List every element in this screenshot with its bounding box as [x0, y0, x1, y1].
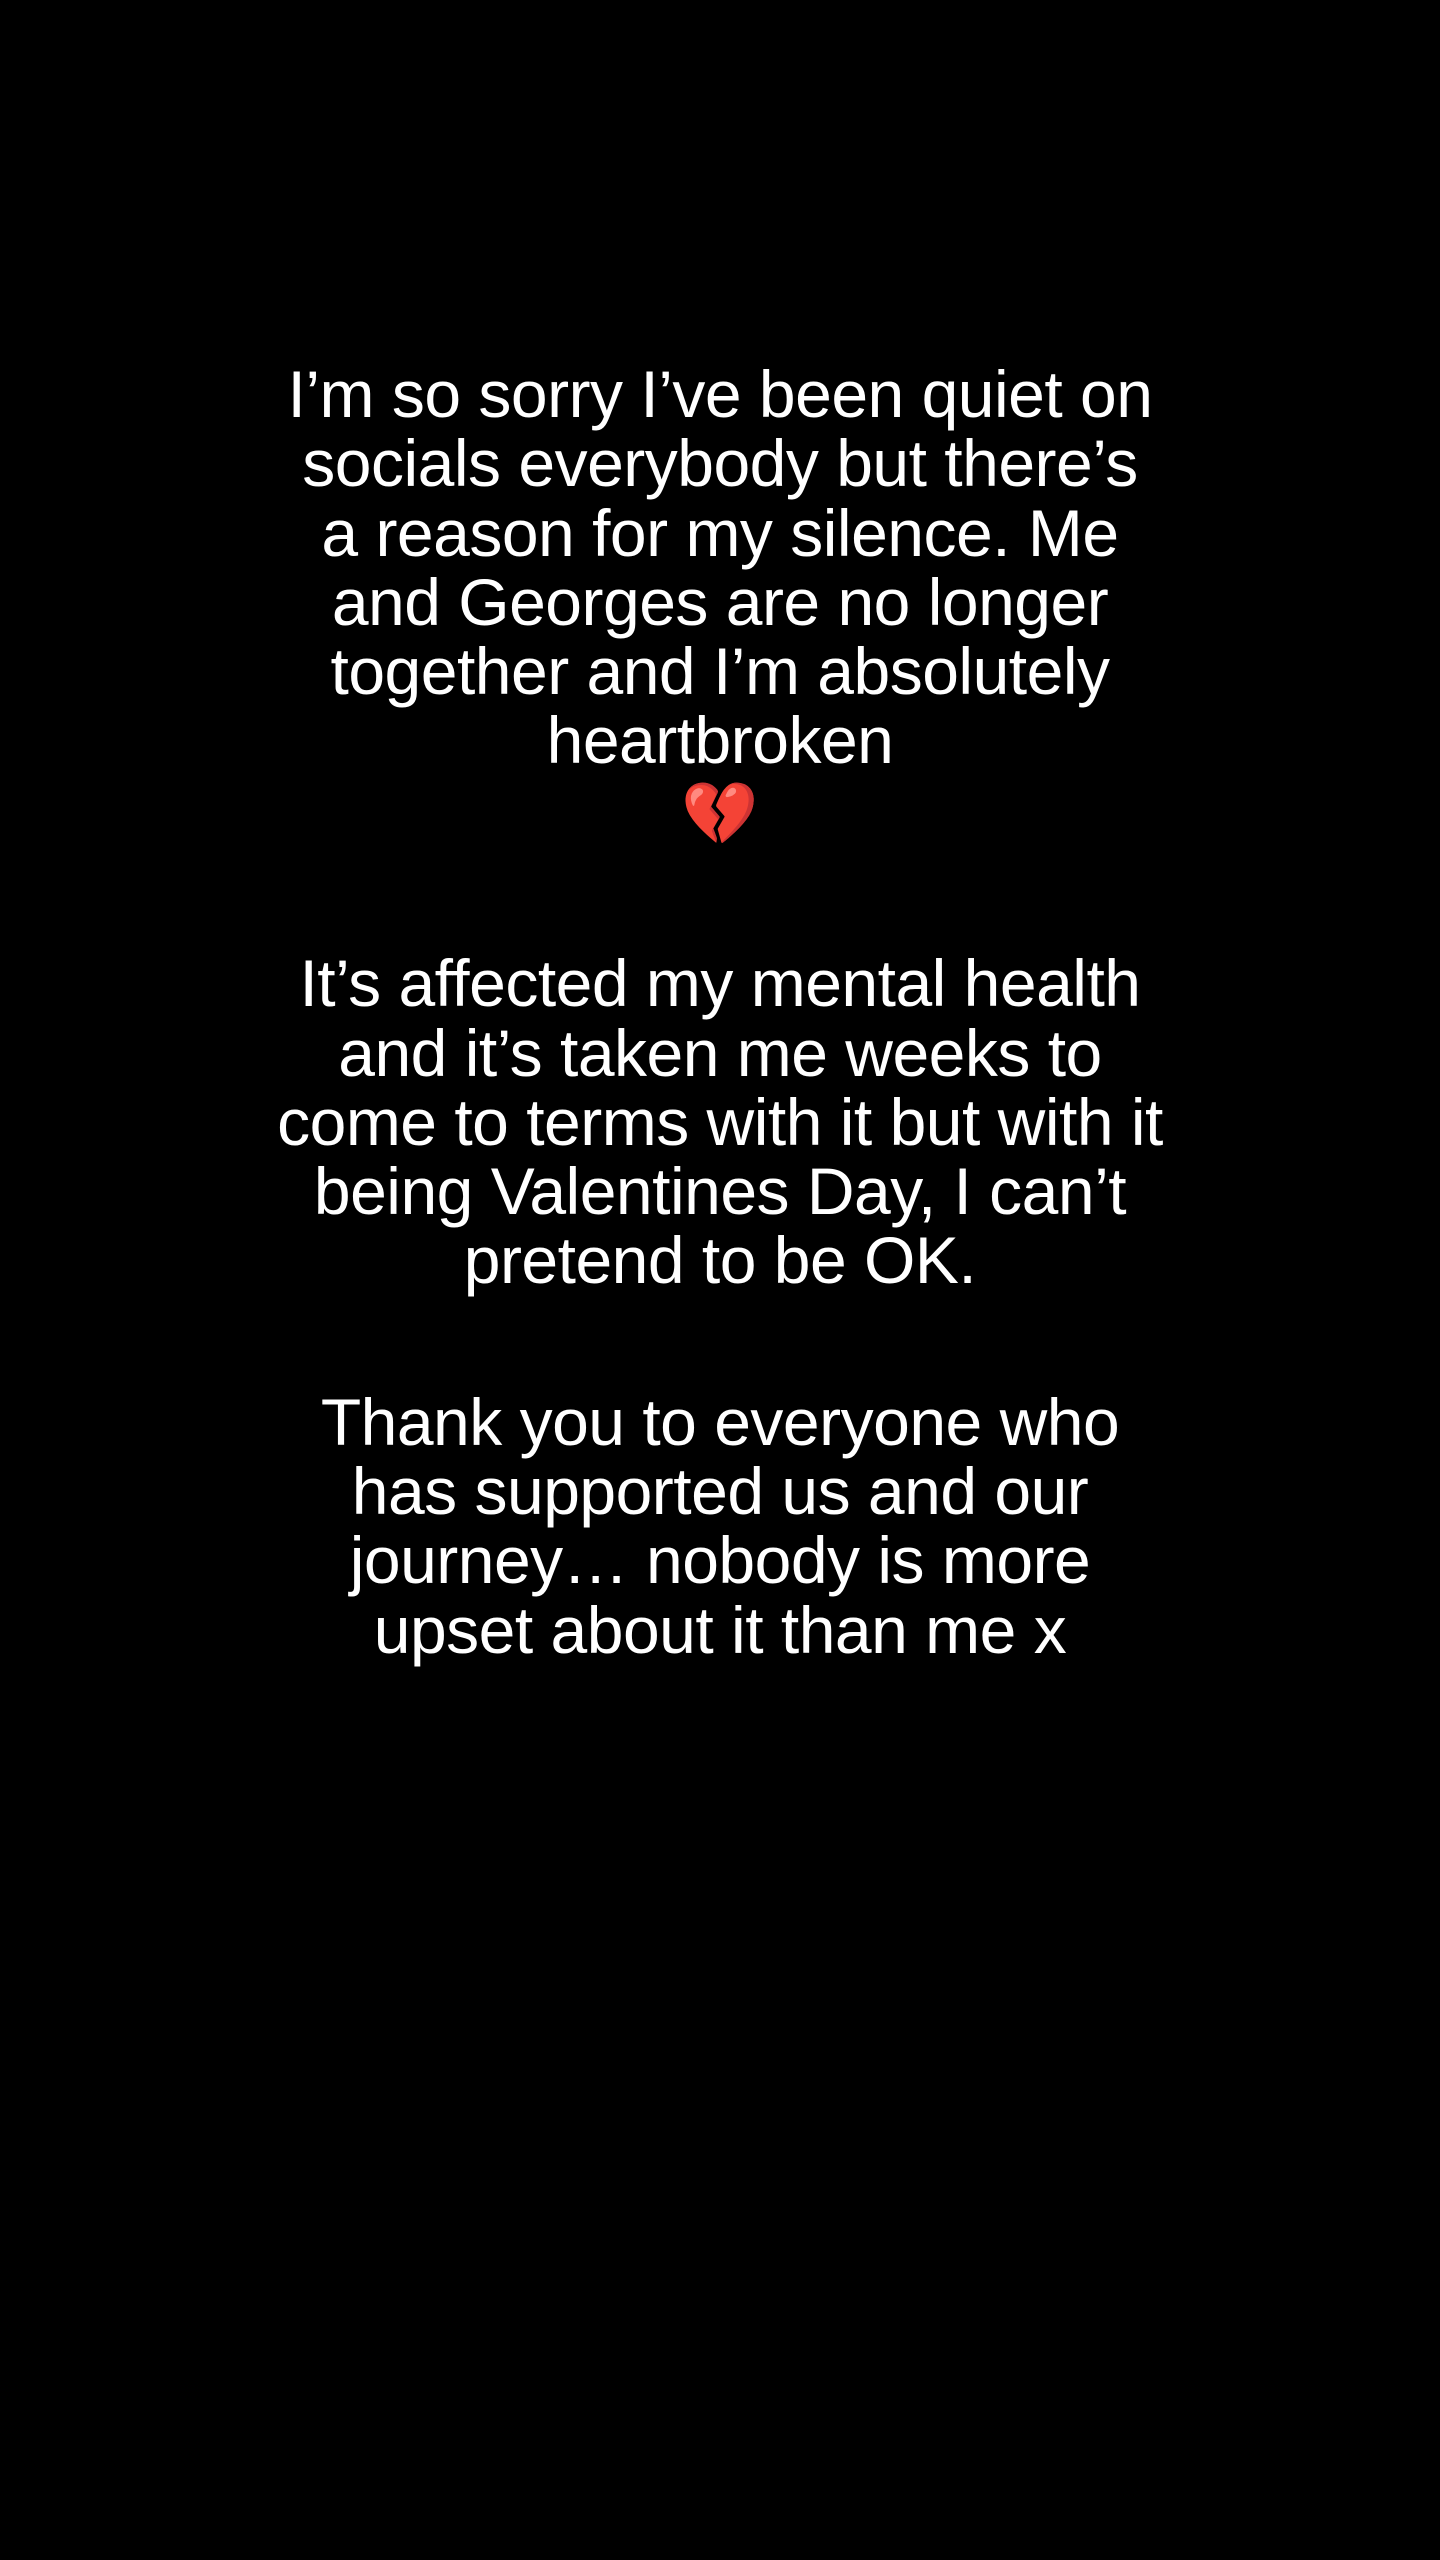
story-text-block — [220, 357, 1220, 1667]
paragraph-spacer-2 — [220, 1296, 1220, 1388]
story-paragraph-2: It’s affected my mental health and it’s taken me weeks to come to terms with it but with it being Valentines Day, I can’t pretend to be OK. — [277, 946, 1181, 1298]
broken-heart-emoji: 💔 — [681, 779, 759, 849]
story-paragraph-3: Thank you to everyone who has supported us and our journey… nobody is more upset about it than me x — [320, 1384, 1137, 1667]
paragraph-spacer-1 — [220, 853, 1220, 949]
story-paragraph-1: I’m so sorry I’ve been quiet on socials everybody but there’s a reason for my silence. Me and Georges are no longer together and I’m absolutely heartbroken — [287, 357, 1171, 778]
